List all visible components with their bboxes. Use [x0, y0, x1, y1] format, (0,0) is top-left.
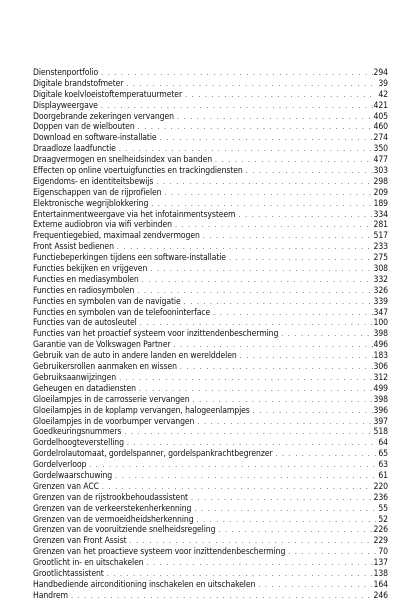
entry-page-number: 183 — [373, 351, 388, 362]
dot-leader — [276, 449, 378, 460]
index-entry — [33, 297, 388, 308]
index-entry — [33, 68, 388, 79]
dot-leader — [246, 166, 373, 177]
dot-leader — [194, 504, 377, 515]
dot-leader — [137, 286, 372, 297]
dot-leader — [288, 547, 377, 558]
index-list — [33, 68, 388, 602]
index-entry — [33, 384, 388, 395]
index-entry — [33, 155, 388, 166]
dot-leader — [151, 199, 372, 210]
index-entry — [33, 133, 388, 144]
dot-leader — [175, 220, 373, 231]
entry-term: Gebruikersrollen aanmaken en wissen — [33, 362, 177, 373]
entry-page-number: 405 — [373, 111, 388, 122]
dot-leader — [191, 493, 373, 504]
dot-leader — [119, 373, 372, 384]
index-entry — [33, 482, 388, 493]
index-entry — [33, 515, 388, 526]
entry-term: Functies en symbolen van de navigatie — [33, 296, 181, 307]
entry-term: Gloeilampjes in de koplamp vervangen, halogeenlampjes — [33, 405, 250, 416]
dot-leader — [102, 482, 373, 493]
entry-page-number: 100 — [373, 318, 388, 329]
dot-leader — [240, 351, 373, 362]
dot-leader — [215, 155, 372, 166]
entry-term: Front Assist bedienen — [33, 242, 114, 253]
entry-term: Functies en symbolen van de telefooninterface — [33, 307, 211, 318]
entry-page-number: 61 — [378, 470, 388, 481]
dot-leader — [147, 558, 373, 569]
entry-page-number: 421 — [373, 100, 388, 111]
index-entry — [33, 449, 388, 460]
dot-leader — [71, 591, 373, 602]
entry-term: Gordelwaarschuwing — [33, 470, 113, 481]
dot-leader — [177, 112, 373, 123]
index-entry — [33, 558, 388, 569]
entry-term: Gordelverloop — [33, 460, 87, 471]
index-entry — [33, 144, 388, 155]
index-entry — [33, 362, 388, 373]
entry-page-number: 332 — [373, 274, 388, 285]
dot-leader — [126, 79, 377, 90]
dot-leader — [119, 144, 373, 155]
entry-term: Externe audiobron via wifi verbinden — [33, 220, 172, 231]
entry-page-number: 396 — [373, 405, 388, 416]
entry-term: Functies en mediasymbolen — [33, 274, 139, 285]
dot-leader — [229, 253, 373, 264]
entry-term: Download en software-installatie — [33, 133, 157, 144]
index-entry — [33, 220, 388, 231]
index-entry — [33, 199, 388, 210]
entry-term: Handrem — [33, 590, 68, 601]
entry-page-number: 303 — [373, 166, 388, 177]
index-entry — [33, 438, 388, 449]
index-entry — [33, 493, 388, 504]
index-entry — [33, 580, 388, 591]
entry-page-number: 312 — [373, 372, 388, 383]
entry-term: Grootlicht in- en uitschakelen — [33, 558, 144, 569]
entry-term: Displayweergave — [33, 100, 98, 111]
entry-page-number: 274 — [373, 133, 388, 144]
entry-term: Entertainmentweergave via het infotainmentsysteem — [33, 209, 236, 220]
dot-leader — [156, 177, 372, 188]
entry-page-number: 275 — [373, 253, 388, 264]
index-entry — [33, 329, 388, 340]
entry-term: Handbediende airconditioning inschakelen en uitschakelen — [33, 579, 256, 590]
entry-term: Digitale brandstofmeter — [33, 78, 124, 89]
entry-term: Digitale koelvloeistoftemperatuurmeter — [33, 89, 183, 100]
index-entry — [33, 286, 388, 297]
dot-leader — [184, 297, 373, 308]
entry-term: Gloeilampjes in de voorbumper vervangen — [33, 416, 195, 427]
entry-term: Functies van de autosleutel — [33, 318, 137, 329]
entry-page-number: 229 — [373, 536, 388, 547]
index-entry — [33, 351, 388, 362]
index-entry — [33, 308, 388, 319]
index-entry — [33, 253, 388, 264]
entry-page-number: 64 — [378, 438, 388, 449]
entry-term: Dienstenportfolio — [33, 68, 99, 78]
entry-page-number: 65 — [378, 449, 388, 460]
entry-page-number: 306 — [373, 362, 388, 373]
dot-leader — [89, 460, 377, 471]
dot-leader — [218, 525, 372, 536]
entry-term: Draadloze laadfunctie — [33, 144, 116, 155]
entry-term: Gebruiksaanwijzingen — [33, 372, 117, 383]
entry-term: Doppen van de wielbouten — [33, 122, 135, 133]
entry-page-number: 397 — [373, 416, 388, 427]
entry-term: Functies van het proactief systeem voor inzittendenbescherming — [33, 329, 279, 340]
entry-page-number: 63 — [378, 460, 388, 471]
entry-term: Garantie van de Volkswagen Partner — [33, 340, 171, 351]
entry-page-number: 334 — [373, 209, 388, 220]
entry-page-number: 209 — [373, 187, 388, 198]
index-entry — [33, 188, 388, 199]
entry-term: Functiebeperkingen tijdens een software-installatie — [33, 253, 226, 264]
index-entry — [33, 264, 388, 275]
index-entry — [33, 460, 388, 471]
entry-page-number: 52 — [378, 514, 388, 525]
entry-page-number: 499 — [373, 383, 388, 394]
entry-page-number: 281 — [373, 220, 388, 231]
entry-page-number: 220 — [373, 481, 388, 492]
dot-leader — [140, 318, 373, 329]
entry-term: Effecten op online voertuigfuncties en trackingdiensten — [33, 166, 243, 177]
entry-term: Grenzen van de rijstrookbehoudassistent — [33, 492, 188, 503]
dot-leader — [193, 395, 373, 406]
entry-page-number: 164 — [373, 579, 388, 590]
entry-page-number: 517 — [373, 231, 388, 242]
dot-leader — [101, 101, 373, 112]
entry-term: Grenzen van Front Assist — [33, 536, 127, 547]
dot-leader — [258, 580, 372, 591]
index-entry — [33, 406, 388, 417]
dot-leader — [160, 133, 373, 144]
entry-page-number: 70 — [378, 547, 388, 558]
entry-term: Gloeilampjes in de carrosserie vervangen — [33, 394, 190, 405]
entry-page-number: 477 — [373, 155, 388, 166]
entry-page-number: 138 — [373, 568, 388, 579]
entry-page-number: 350 — [373, 144, 388, 155]
index-entry — [33, 242, 388, 253]
entry-term: Functies en radiosymbolen — [33, 285, 135, 296]
entry-page-number: 226 — [373, 525, 388, 536]
entry-page-number: 326 — [373, 285, 388, 296]
index-entry — [33, 177, 388, 188]
index-entry — [33, 395, 388, 406]
entry-page-number: 233 — [373, 242, 388, 253]
dot-leader — [197, 417, 372, 428]
entry-page-number: 518 — [373, 427, 388, 438]
dot-leader — [107, 569, 373, 580]
dot-leader — [117, 242, 373, 253]
entry-term: Grenzen van ACC — [33, 481, 99, 492]
entry-page-number: 189 — [373, 198, 388, 209]
dot-leader — [185, 90, 377, 101]
entry-term: Gordelhoogteverstelling — [33, 438, 124, 449]
index-page — [33, 68, 388, 602]
index-entry — [33, 547, 388, 558]
entry-term: Draagvermogen en snelheidsindex van banden — [33, 155, 213, 166]
index-entry — [33, 591, 388, 602]
dot-leader — [173, 340, 372, 351]
entry-page-number: 39 — [378, 78, 388, 89]
dot-leader — [180, 362, 373, 373]
index-entry — [33, 90, 388, 101]
dot-leader — [164, 188, 372, 199]
entry-term: Frequentiegebied, maximaal zendvermogen — [33, 231, 200, 242]
entry-page-number: 460 — [373, 122, 388, 133]
entry-page-number: 236 — [373, 492, 388, 503]
dot-leader — [130, 536, 373, 547]
dot-leader — [253, 406, 373, 417]
entry-page-number: 294 — [373, 68, 388, 78]
entry-term: Doorgebrande zekeringen vervangen — [33, 111, 174, 122]
entry-term: Goedkeuringsnummers — [33, 427, 122, 438]
entry-page-number: 398 — [373, 394, 388, 405]
dot-leader — [239, 210, 373, 221]
entry-page-number: 347 — [373, 307, 388, 318]
entry-term: Eigendoms- en identiteitsbewijs — [33, 176, 154, 187]
index-entry — [33, 112, 388, 123]
entry-term: Elektronische wegrijblokkering — [33, 198, 149, 209]
entry-term: Functies bekijken en vrijgeven — [33, 264, 148, 275]
entry-term: Grootlichtassistent — [33, 568, 104, 579]
index-entry — [33, 569, 388, 580]
entry-page-number: 308 — [373, 264, 388, 275]
index-entry — [33, 210, 388, 221]
entry-page-number: 246 — [373, 590, 388, 601]
entry-page-number: 398 — [373, 329, 388, 340]
entry-term: Grenzen van de verkeerstekenherkenning — [33, 503, 192, 514]
index-entry — [33, 471, 388, 482]
entry-term: Eigenschappen van de rijprofielen — [33, 187, 162, 198]
index-entry — [33, 79, 388, 90]
entry-term: Gordelrolautomaat, gordelspanner, gordelspankrachtbegrenzer — [33, 449, 273, 460]
dot-leader — [197, 515, 378, 526]
dot-leader — [115, 471, 377, 482]
index-entry — [33, 536, 388, 547]
entry-page-number: 55 — [378, 503, 388, 514]
index-entry — [33, 275, 388, 286]
index-entry — [33, 340, 388, 351]
entry-term: Grenzen van het proactieve systeem voor inzittendenbescherming — [33, 547, 286, 558]
dot-leader — [124, 427, 372, 438]
entry-page-number: 137 — [373, 558, 388, 569]
dot-leader — [101, 68, 372, 79]
dot-leader — [213, 308, 372, 319]
index-entry — [33, 122, 388, 133]
index-entry — [33, 318, 388, 329]
dot-leader — [139, 384, 373, 395]
dot-leader — [142, 275, 373, 286]
entry-page-number: 298 — [373, 176, 388, 187]
dot-leader — [203, 231, 373, 242]
index-entry — [33, 231, 388, 242]
entry-term: Geheugen en datadiensten — [33, 383, 136, 394]
index-entry — [33, 525, 388, 536]
entry-term: Grenzen van de vermoeidheidsherkenning — [33, 514, 194, 525]
dot-leader — [127, 438, 377, 449]
index-entry — [33, 166, 388, 177]
entry-term: Grenzen van de vooruitziende snelheidsregeling — [33, 525, 216, 536]
index-entry — [33, 504, 388, 515]
index-entry — [33, 417, 388, 428]
index-entry — [33, 427, 388, 438]
dot-leader — [150, 264, 372, 275]
dot-leader — [281, 329, 372, 340]
dot-leader — [138, 122, 373, 133]
entry-page-number: 339 — [373, 296, 388, 307]
index-entry — [33, 373, 388, 384]
entry-page-number: 496 — [373, 340, 388, 351]
index-entry — [33, 101, 388, 112]
entry-page-number: 42 — [378, 89, 388, 100]
entry-term: Gebruik van de auto in andere landen en werelddelen — [33, 351, 237, 362]
